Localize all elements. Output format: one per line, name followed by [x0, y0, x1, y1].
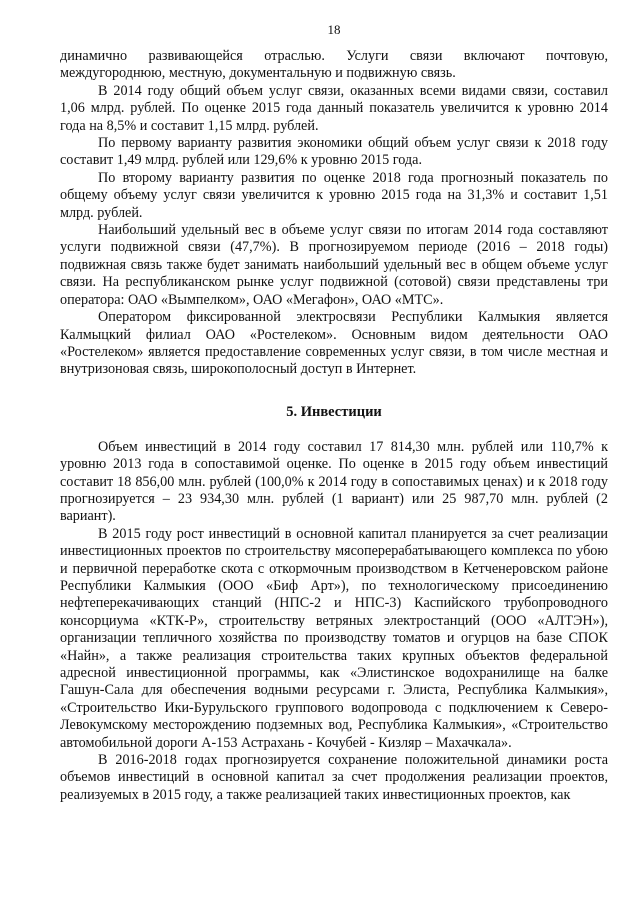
paragraph: В 2016-2018 годах прогнозируется сохранение положительной динамики роста объемов инвестиций в основной капитал за счет продолжения реализации проектов, реализуемых в 2015 году, а также реализацией таких инвестиционных проектов, как [60, 752, 608, 803]
paragraph: В 2015 году рост инвестиций в основной капитал планируется за счет реализации инвестиционных проектов по строительству мясоперерабатывающего комплекса по убою и первичной переработке скота с откормочным производством в Кетченеровском районе Республики Калмыкия (ООО «Биф Арт»), по технологическому присоединению нефтеперекачивающих станций (НПС-2 и НПС-3) Каспийского трубопроводного консорциума «КТК-Р», строительству ветряных электростанций (ООО «АЛТЭН»), организации тепличного хозяйства по производству томатов и огурцов на базе СПОК «Найн», а также реализация строительства таких крупных объектов федеральной адресной инвестиционной программы, как «Элистинское водохранилище на балке Гашун-Сала для обеспечения водными ресурсами г. Элиста, Республика Калмыкия», «Строительство Ики-Бурульского группового водопровода с подключением к Северо-Левокумскому месторождению подземных вод, Республика Калмыкия», «Строительство автомобильной дороги А-153 Астрахань - Кочубей - Кизляр – Махачкала». [60, 525, 608, 751]
document-page [60, 22, 608, 804]
paragraph: Оператором фиксированной электросвязи Республики Калмыкия является Калмыцкий филиал ОАО «Ростелеком». Основным видом деятельности ОАО «Ростелеком» является предоставление современных услуг связи, в том числе местная и внутризоновая связь, широкополосный доступ в Интернет. [60, 309, 608, 378]
section-title: 5. Инвестиции [286, 403, 382, 420]
paragraph: В 2014 году общий объем услуг связи, оказанных всеми видами связи, составил 1,06 млрд. рублей. По оценке 2015 года данный показатель увеличится к уровню 2014 года на 8,5% и составит 1,15 млрд. рублей. [60, 82, 608, 134]
paragraph: Объем инвестиций в 2014 году составил 17 814,30 млн. рублей или 110,7% к уровню 2013 года в сопоставимой оценке. По оценке в 2015 году объем инвестиций составит 18 856,00 млн. рублей (100,0% к 2014 году в сопоставимых ценах) и к 2018 году прогнозируется – 23 934,30 млн. рублей (1 вариант) или 25 987,70 млн. рублей (2 вариант). [60, 438, 608, 525]
paragraph: По первому варианту развития экономики общий объем услуг связи к 2018 году составит 1,49 млрд. рублей или 129,6% к уровню 2015 года. [60, 135, 608, 169]
paragraph: По второму варианту развития по оценке 2018 года прогнозный показатель по общему объему услуг связи увеличится к уровню 2015 года на 31,3% и составит 1,51 млрд. рублей. [60, 169, 608, 221]
paragraphs-after [60, 439, 608, 805]
paragraph: Наибольший удельный вес в объеме услуг связи по итогам 2014 года составляют услуги подвижной связи (47,7%). В прогнозируемом периоде (2016 – 2018 годы) подвижная связь также будет занимать наибольший удельный вес в общем объеме услуг связи. На республиканском рынке услуг подвижной (сотовой) связи представлены три оператора: ОАО «Вымпелком», ОАО «Мегафон», ОАО «МТС». [60, 222, 608, 308]
paragraph: динамично развивающейся отраслью. Услуги связи включают почтовую, междугороднюю, местную, документальную и подвижную связь. [60, 48, 608, 82]
paragraphs-before [60, 48, 608, 379]
page-number: 18 [327, 22, 341, 37]
